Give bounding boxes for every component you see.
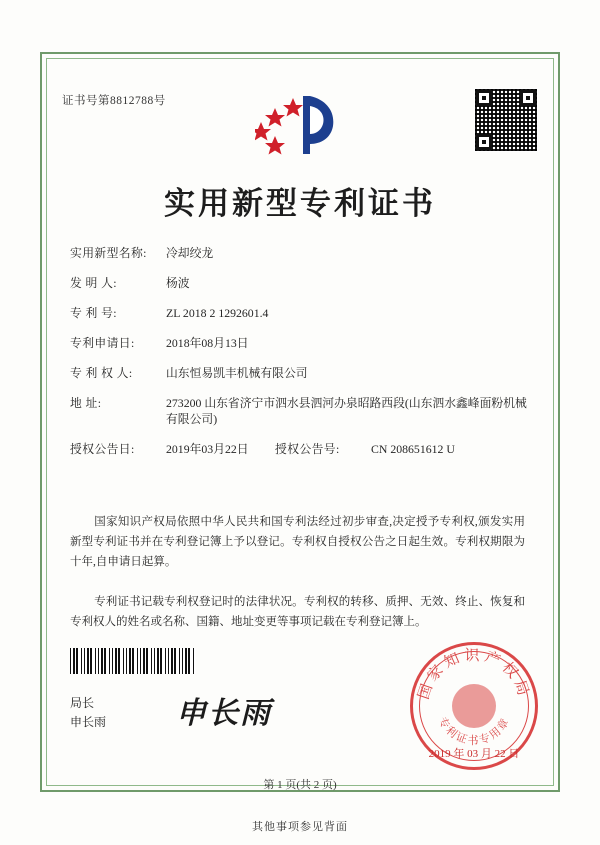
field-value-patent-number: ZL 2018 2 1292601.4 <box>166 306 269 320</box>
field-label-name: 实用新型名称: <box>70 246 147 260</box>
field-label-patentee: 专 利 权 人: <box>70 366 133 380</box>
field-row-name <box>70 245 530 261</box>
footer-note: 其他事项参见背面 <box>252 821 348 833</box>
field-label-address: 地 址: <box>70 396 102 410</box>
paragraph-1-text: 国家知识产权局依照中华人民共和国专利法经过初步审查,决定授予专利权,颁发实用新型专利证书并在专利登记簿上予以登记。专利权自授权公告之日起生效。专利权期限为十年,自申请日起算。 <box>70 516 525 568</box>
paragraph-2-text: 专利证书记载专利权登记时的法律状况。专利权的转移、质押、无效、终止、恢复和专利权人的姓名或名称、国籍、地址变更等事项记载在专利登记簿上。 <box>70 596 525 628</box>
field-row-grant <box>70 441 530 457</box>
paragraph-grant-statement <box>70 512 525 572</box>
paragraph-register-statement <box>70 592 525 632</box>
field-row-inventor <box>70 275 530 291</box>
patent-office-logo <box>255 88 345 160</box>
field-label-grant-date: 授权公告日: <box>70 442 135 456</box>
signature-title-line1: 局长 <box>70 696 95 710</box>
qr-code <box>474 88 538 152</box>
field-label-application-date: 专利申请日: <box>70 336 135 350</box>
svg-text:专利证书专用章: 专利证书专用章 <box>435 715 513 747</box>
field-value-patentee: 山东恒易凯丰机械有限公司 <box>166 366 308 380</box>
field-row-application-date <box>70 335 530 351</box>
barcode <box>70 648 196 674</box>
signature-title <box>70 694 106 732</box>
svg-text:国家知识产权局: 国家知识产权局 <box>416 648 532 702</box>
signature-title-line2: 申长雨 <box>70 715 107 729</box>
field-value-grant-date: 2019年03月22日 <box>166 442 249 456</box>
field-value-inventor: 杨波 <box>166 276 190 290</box>
certificate-number: 证书号第8812788号 <box>62 95 166 107</box>
field-value-name: 冷却绞龙 <box>166 246 214 260</box>
field-label-inventor: 发 明 人: <box>70 276 117 290</box>
page-indicator: 第 1 页(共 2 页) <box>263 779 337 791</box>
field-row-patentee <box>70 365 530 381</box>
seal-date: 2019 年 03 月 22 日 <box>428 748 520 760</box>
handwritten-signature: 申长雨 <box>176 697 272 730</box>
field-row-patent-number <box>70 305 530 321</box>
field-label-patent-number: 专 利 号: <box>70 306 117 320</box>
field-value-application-date: 2018年08月13日 <box>166 336 249 350</box>
fields-block <box>70 245 530 471</box>
field-value-address: 273200 山东省济宁市泗水县泗河办泉昭路西段(山东泗水鑫峰面粉机械有限公司) <box>166 396 527 426</box>
field-row-address <box>70 395 530 427</box>
field-value-grant-number: CN 208651612 U <box>371 442 455 456</box>
page-title: 实用新型专利证书 <box>164 186 436 221</box>
field-label-grant-number: 授权公告号: <box>275 442 340 456</box>
